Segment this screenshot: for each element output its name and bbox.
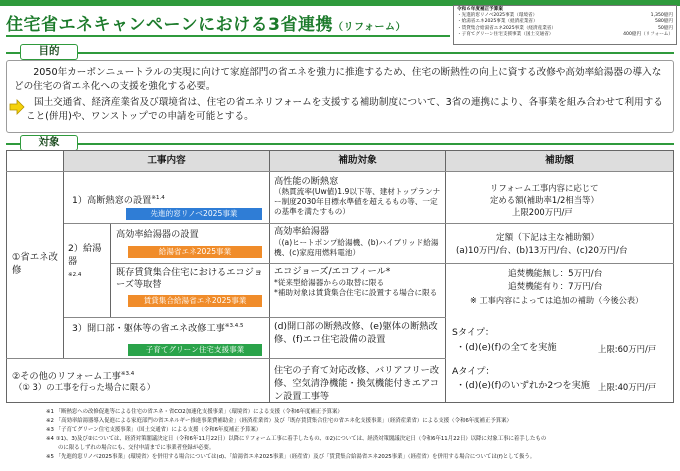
badge-water-heater: 給湯省エネ2025事業 (128, 246, 262, 258)
target-opening: (d)開口部の断熱改修、(e)躯体の断熱改修、(f)エコ住宅設備の設置 (274, 321, 438, 345)
page-subtitle: （リフォーム） (333, 22, 406, 33)
target-rule (6, 143, 674, 145)
amount-window-2: 定める額(補助率1/2相当等） (490, 195, 599, 205)
amount-s-label: Sタイプ： (452, 327, 495, 338)
grid-line (64, 223, 674, 224)
grid-line (63, 151, 64, 358)
target-water-desc: （(a)ヒートポンプ給湯機、(b)ハイブリッド給湯機、(c)家庭用燃料電池） (274, 238, 439, 257)
target-ecojozu-desc2: *補助対象は賃貸集合住宅に設置する場合に限る (274, 288, 438, 297)
work-other: ②その他のリフォーム工事$^{※3.4}$ (12, 371, 135, 383)
target-ecojozu-title: エコジョーズ/エコフィール* (274, 266, 391, 277)
group-label-renovation: ①省エネ改修 (12, 252, 58, 276)
budget-row: ・給湯省エネ2025事業（経済産業省） 580億円 (457, 19, 673, 25)
grid-line (64, 317, 446, 318)
amount-window-1: リフォーム工事内容に応じて (490, 183, 599, 193)
amount-s-desc: ・(d)(e)(f)の全てを実施 (456, 342, 557, 353)
budget-row: ・先進的窓リノベ2025事業（環境省） 1,350億円 (457, 13, 673, 19)
title-underline (6, 35, 450, 37)
target-ecojozu-desc1: *従来型給湯器からの取替に限る (274, 278, 385, 287)
budget-header: 令和６年度補正予算案 (457, 7, 503, 12)
amount-a-desc: ・(d)(e)(f)のいずれか2つを実施 (456, 380, 590, 391)
amount-window-3: 上限200万円/戸 (512, 207, 573, 217)
header-work: 工事内容 (64, 151, 269, 171)
work-ecojozu: 既存賃貸集合住宅におけるエコジョーズ等取替 (116, 267, 263, 290)
footnote: ※5 「先進的窓リノベ2025事業」(環境省）を併用する場合については(d)、「給湯省エネ2025事業」（経産省）及び「賃貸集合給湯省エネ2025事業」（経産省）を併用する場合については(f)として扱う。 (46, 454, 536, 460)
work-opening: 3）開口部・躯体等の省エネ改修工事$^{※3.4.5}$ (72, 323, 244, 335)
work-other-sub: （① 3）の工事を行った場合に限る） (14, 382, 156, 392)
target-water-title: 高効率給湯器 (274, 226, 330, 237)
footnote: ※3 「子育てグリーン住宅支援事業」（国土交通省）による支援（令和6年度補正予算案） (46, 427, 262, 433)
budget-row: ・賃貸集合給湯省エネ2025事業（経済産業省） 50億円 (457, 25, 673, 31)
budget-row: ・子育てグリーン住宅支援事業（国土交通省） 400億円（リフォーム） (457, 31, 673, 37)
target-window-title: 高性能の断熱窓 (274, 176, 339, 187)
group-label-water-heater: 2）給湯器 (68, 243, 102, 267)
grid-line (445, 151, 446, 403)
amount-water-2: (a)10万円/台、(b)13万円/台、(c)20万円/台 (456, 246, 628, 256)
purpose-label: 目的 (20, 44, 78, 60)
budget-box (453, 5, 677, 45)
grid-line (6, 358, 446, 359)
grid-line (111, 263, 674, 264)
target-label: 対象 (20, 135, 78, 151)
footnote: ※2 「高効率給湯器導入促進による家庭部門の省エネルギー推進事業費補助金」（経済産業省）及び「既存賃貸集合住宅の省エネ化支援事業」（経済産業省）による支援（令和6年度補正予算案） (46, 418, 512, 424)
header-target: 補助対象 (270, 151, 445, 171)
arrow-right-icon (9, 99, 25, 115)
grid-line (6, 171, 674, 172)
amount-water-1: 定額（下記は主な補助額） (496, 233, 600, 243)
amount-ecojozu-3: ※ 工事内容によっては追加の補助（今後公表） (470, 295, 644, 305)
amount-ecojozu-2: 追焚機能有り：7万円/台 (508, 282, 603, 292)
amount-s-value: 上限:60万円/戸 (598, 344, 657, 354)
water-heater-note: ※2.4 (68, 272, 82, 278)
purpose-rule (6, 52, 674, 54)
work-window: 1）高断熱窓の設置$^{※1.4}$ (72, 195, 165, 207)
grid-line (269, 151, 270, 403)
target-other: 住宅の子育て対応改修、バリアフリー改修、空気清浄機能・換気機能付きエアコン設置工事等 (274, 365, 440, 402)
amount-a-value: 上限:40万円/戸 (598, 382, 657, 392)
target-window-desc: （熱貫流率(Uw値)1.9以下等、建材トップランナー制度2030年目標水準値を超えるもの等、一定の基準を満たすもの） (274, 187, 441, 216)
footnote: ※1 「断熱窓への改修促進等による住宅の省エネ・省CO2加速化支援事業」（環境省）による支援（令和6年度補正予算案） (46, 409, 343, 415)
header-amount: 補助額 (446, 151, 673, 171)
footnote: のに限るしずれの場合にも、交付申請までに事業者登録が必要。 (58, 445, 215, 451)
badge-rental-water-heater: 賃貸集合給湯省エネ2025事業 (128, 295, 262, 307)
work-water-heater: 高効率給湯器の設置 (116, 229, 199, 240)
amount-a-label: Aタイプ： (452, 366, 495, 377)
badge-window-renovation: 先進的窓リノベ2025事業 (126, 208, 262, 220)
page-title: 住宅省エネキャンペーンにおける3省連携（リフォーム） (6, 15, 406, 35)
purpose-text-2: 国土交通省、経済産業省及び環境省は、住宅の省エネリフォームを支援する補助制度について、3省の連携により、各事業を組み合わせて利用すること(併用)や、ワンストップでの申請を可能とする。 (26, 97, 663, 122)
grid-line (110, 223, 111, 317)
amount-ecojozu-1: 追焚機能無し：5万円/台 (508, 269, 603, 279)
badge-child-green: 子育てグリーン住宅支援事業 (128, 344, 262, 356)
purpose-text-1: 2050年カーボンニュートラルの実現に向けて家庭部門の省エネを強力に推進するため、住宅の断熱性の向上に資する改修や高効率給湯器の導入などの住宅の省エネ化への支援を強化する必要。 (14, 67, 662, 92)
footnote: ※4 ①1)、3)及び②については、経済対策閣議決定日（令和6年11月22日）以降にリフォーム工事に着手したもの、①2)については、経済対策閣議決定日（令和6年11月22日）以降に対象工事に着手したもの (46, 436, 547, 442)
